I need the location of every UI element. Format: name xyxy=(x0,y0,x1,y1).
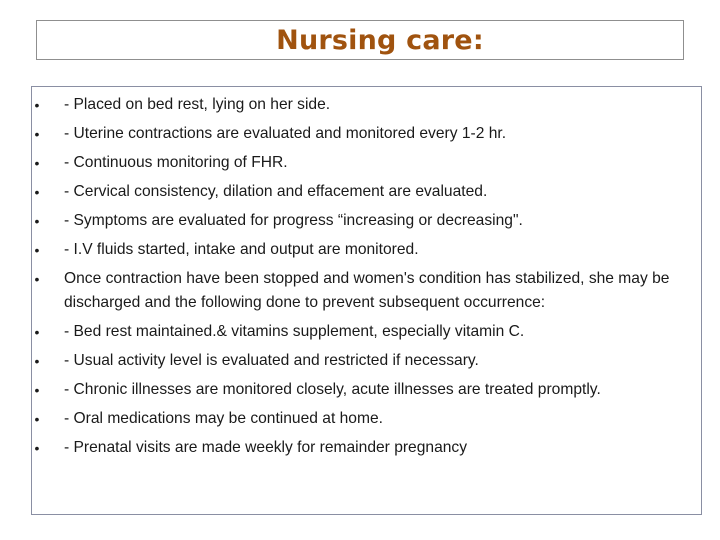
list-item xyxy=(32,151,703,175)
bullet-icon: • xyxy=(34,382,40,398)
list-item-text: - Bed rest maintained.& vitamins supplement, especially vitamin C. xyxy=(64,323,525,340)
bullet-icon: • xyxy=(34,213,40,229)
bullet-icon: • xyxy=(34,440,40,456)
list-item xyxy=(32,122,703,146)
list-item xyxy=(32,407,703,431)
list-item-text: - Prenatal visits are made weekly for remainder pregnancy xyxy=(64,439,468,456)
list-item-text: - Usual activity level is evaluated and restricted if necessary. xyxy=(64,352,479,369)
list-item-text: - Symptoms are evaluated for progress “increasing or decreasing". xyxy=(64,212,523,229)
list-item-text: - Continuous monitoring of FHR. xyxy=(64,154,288,171)
title-box xyxy=(36,20,684,60)
list-item-text: - Placed on bed rest, lying on her side. xyxy=(64,96,331,113)
list-item xyxy=(32,209,703,233)
bullet-icon: • xyxy=(34,97,40,113)
list-item xyxy=(32,320,703,344)
bullet-icon: • xyxy=(34,353,40,369)
list-item-text: - Cervical consistency, dilation and effacement are evaluated. xyxy=(64,183,488,200)
list-item-text: - Uterine contractions are evaluated and monitored every 1-2 hr. xyxy=(64,125,507,142)
list-item xyxy=(32,238,703,262)
bullet-icon: • xyxy=(34,242,40,258)
bullet-icon: • xyxy=(34,271,40,287)
bullet-icon: • xyxy=(34,126,40,142)
list-item-text: - I.V fluids started, intake and output are monitored. xyxy=(64,241,419,258)
list-item xyxy=(32,378,703,402)
bullet-icon: • xyxy=(34,411,40,427)
bullet-list xyxy=(32,93,703,465)
list-item xyxy=(32,436,703,460)
list-item xyxy=(32,349,703,373)
bullet-icon: • xyxy=(34,155,40,171)
bullet-icon: • xyxy=(34,324,40,340)
list-item xyxy=(32,180,703,204)
list-item xyxy=(32,93,703,117)
list-item xyxy=(32,267,703,315)
list-item-text: Once contraction have been stopped and women's condition has stabilized, she may be discharged and the following done to prevent subsequent occurrence: xyxy=(64,270,670,311)
list-item-text: - Oral medications may be continued at home. xyxy=(64,410,383,427)
content-box xyxy=(31,86,702,515)
bullet-icon: • xyxy=(34,184,40,200)
slide-title: Nursing care: xyxy=(276,24,484,56)
list-item-text: - Chronic illnesses are monitored closely, acute illnesses are treated promptly. xyxy=(64,381,601,398)
